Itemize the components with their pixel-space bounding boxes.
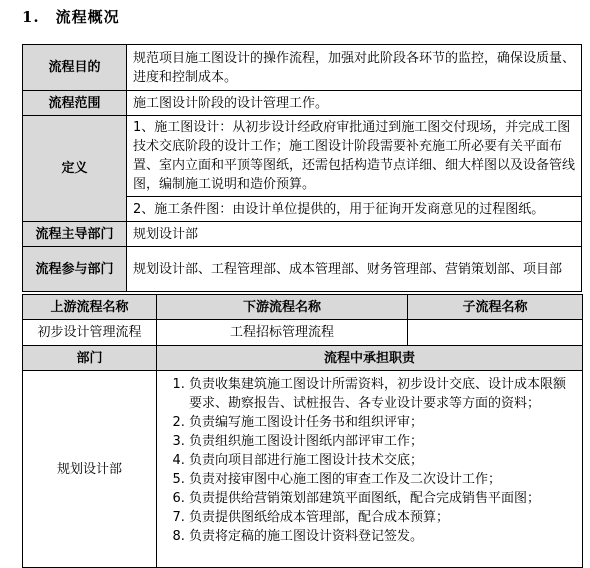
dept-name: 规划设计部 bbox=[23, 371, 157, 568]
process-relations-table bbox=[22, 294, 583, 568]
duty-item: 2. 负责编写施工图设计任务书和组织评审； bbox=[189, 413, 576, 432]
definition-label: 定义 bbox=[23, 116, 127, 222]
duties-header: 流程中承担职责 bbox=[157, 346, 583, 371]
duty-item: 5. 负责对接审图中心施工图的审查工作及二次设计工作； bbox=[189, 470, 576, 489]
subprocess-header: 子流程名称 bbox=[408, 295, 583, 320]
process-overview-table bbox=[22, 44, 582, 292]
scope-value: 施工图设计阶段的设计管理工作。 bbox=[127, 91, 582, 116]
duty-item: 1. 负责收集建筑施工图设计所需资料，初步设计交底、设计成本限额要求、勘察报告、试桩报告、各专业设计要求等方面的资料； bbox=[189, 375, 576, 413]
purpose-label: 流程目的 bbox=[23, 45, 127, 91]
section-heading bbox=[22, 6, 120, 27]
definition-item-1: 1、施工图设计：从初步设计经政府审批通过到施工图交付现场，并完成工图技术交底阶段的设计工作；施工图设计阶段需要补充施工所必要有关平面布置、室内立面和平顶等图纸，还需包括构造节点详细、细大样图以及设备管线图，编制施工说明和造价预算。 bbox=[127, 116, 582, 197]
duty-item: 6. 负责提供给营销策划部建筑平面图纸，配合完成销售平面图； bbox=[189, 489, 576, 508]
participants-label: 流程参与部门 bbox=[23, 247, 127, 292]
purpose-value: 规范项目施工图设计的操作流程，加强对此阶段各环节的监控，确保设质量、进度和控制成本。 bbox=[127, 45, 582, 91]
duty-item: 8. 负责将定稿的施工图设计资料登记签发。 bbox=[189, 527, 576, 546]
duty-item: 3. 负责组织施工图设计图纸内部评审工作； bbox=[189, 432, 576, 451]
duty-item: 4. 负责向项目部进行施工图设计技术交底； bbox=[189, 451, 576, 470]
participants-value: 规划设计部、工程管理部、成本管理部、财务管理部、营销策划部、项目部 bbox=[127, 247, 582, 292]
downstream-value: 工程招标管理流程 bbox=[157, 320, 408, 346]
dept-header: 部门 bbox=[23, 346, 157, 371]
duties-cell bbox=[157, 371, 583, 568]
section-number: 1. bbox=[22, 8, 40, 26]
downstream-header: 下游流程名称 bbox=[157, 295, 408, 320]
lead-dept-value: 规划设计部 bbox=[127, 222, 582, 247]
section-title: 流程概况 bbox=[55, 8, 120, 26]
lead-dept-label: 流程主导部门 bbox=[23, 222, 127, 247]
duties-list bbox=[163, 375, 576, 546]
definition-item-2: 2、施工条件图：由设计单位提供的，用于征询开发商意见的过程图纸。 bbox=[127, 197, 582, 222]
scope-label: 流程范围 bbox=[23, 91, 127, 116]
duty-item: 7. 负责提供图纸给成本管理部，配合成本预算； bbox=[189, 508, 576, 527]
subprocess-value bbox=[408, 320, 583, 346]
upstream-value: 初步设计管理流程 bbox=[23, 320, 157, 346]
upstream-header: 上游流程名称 bbox=[23, 295, 157, 320]
